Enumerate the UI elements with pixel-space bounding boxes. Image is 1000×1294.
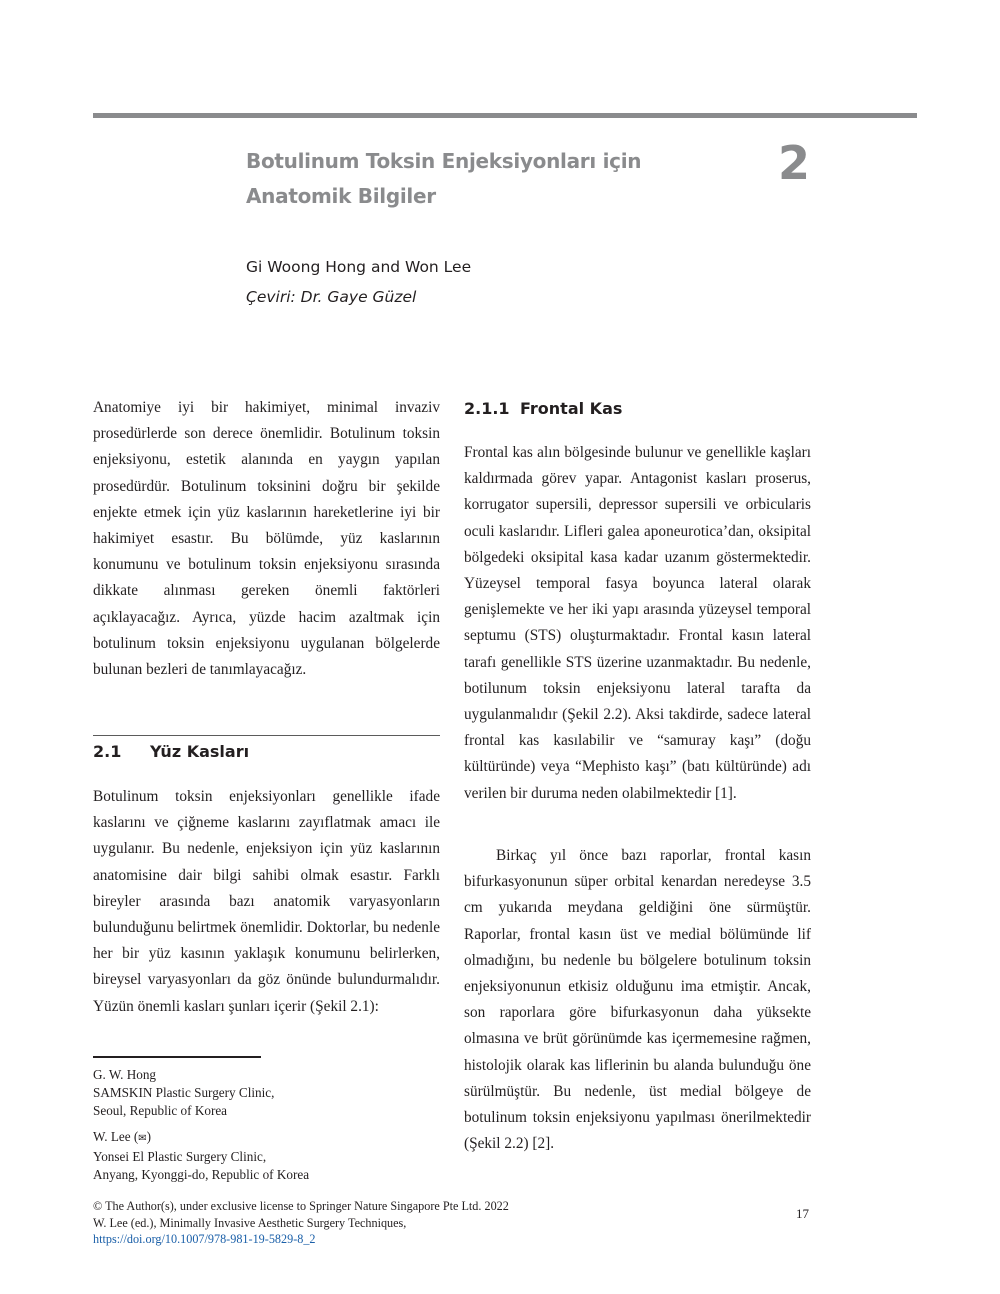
section-rule xyxy=(93,735,440,736)
section-number: 2.1 xyxy=(93,742,122,761)
affiliation-2-close: ) xyxy=(146,1129,152,1144)
intro-text: Anatomiye iyi bir hakimiyet, minimal invaziv prosedürlerde son derece önemlidir. Botulinum toksin enjeksiyonu, estetik alanında en yaygın yapılan prosedürdür. Botulinum toksinini doğru bir şekilde enjekte etmek için yüz kaslarının hareketlerine iyi bir hakimiyet esastır. Bu bölümde, yüz kaslarının konumunu ve botulinum toksin enjeksiyonu sırasında dikkate alınması gereken önemli faktörleri açıklayacağız. Ayrıca, yüzde hacim azaltmak için botulinum toksin enjeksiyonu uygulanan bölgelerde bulunan bezleri de tanımlayacağız. xyxy=(93,399,440,679)
author-block xyxy=(246,252,471,312)
copyright-line: © The Author(s), under exclusive license to Springer Nature Singapore Pte Ltd. 2022 xyxy=(93,1199,509,1213)
translator: Çeviri: Dr. Gaye Güzel xyxy=(246,288,417,306)
footnote-rule xyxy=(93,1056,261,1058)
subsection-number: 2.1.1 xyxy=(464,399,510,418)
right-paragraph-1 xyxy=(464,440,811,807)
copyright-block xyxy=(93,1198,509,1248)
affiliation-2-name: W. Lee ( xyxy=(93,1129,139,1144)
page-number: 17 xyxy=(796,1206,809,1221)
affiliation-1 xyxy=(93,1066,274,1120)
affiliation-1-name: G. W. Hong xyxy=(93,1067,157,1082)
affiliation-1-line1: SAMSKIN Plastic Surgery Clinic, xyxy=(93,1085,275,1100)
section-text: Botulinum toksin enjeksiyonları genellikle ifade kaslarını ve çiğneme kaslarını zayıflatmak amacı ile uygulanır. Bu nedenle, enjeksiyon için yüz kaslarının anatomisine dair bilgi sahibi olmak esastır. Farklı bireyler arasında bazı anatomik varyasyonların bulunduğunu belirtmek önemlidir. Doktorlar, bu nedenle her bir yüz kasının yaklaşık konumunu belirlerken, bireysel varyasyonları da göz önünde bulundurmalıdır. Yüzün önemli kasları şunları içerir (Şekil 2.1): xyxy=(93,788,440,1015)
chapter-title-line1: Botulinum Toksin Enjeksiyonları için xyxy=(246,149,642,173)
chapter-title-line2: Anatomik Bilgiler xyxy=(246,184,436,208)
section-title: Yüz Kasları xyxy=(150,742,250,761)
affiliation-2 xyxy=(93,1128,309,1184)
chapter-number: 2 xyxy=(778,136,811,190)
right-paragraph-1-text: Frontal kas alın bölgesinde bulunur ve genellikle kaşları kaldırmada görev yapar. Antagonist kasları proserus, korrugator supersili, depressor supersili ve orbicularis oculi kaslarıdır. Lifleri galea aponeurotica’dan, oksipital bölgedeki oksipital kasa kadar uzanım göstermektedir. Yüzeysel temporal fasya boyunca lateral olarak genişlemekte ve her iki yapı arasında yüzeysel temporal septumu (STS) oluşturmaktadır. Frontal kasın lateral tarafı genellikle STS üzerine uzanmaktadır. Bu nedenle, botilunum toksin enjeksiyonu lateral tarafta da uygulanmalıdır (Şekil 2.2). Aksi takdirde, sadece lateral frontal kas kasılabilir ve “samuray kaşı” (doğu kültüründe) veya “Mephisto kaşı” (batı kültüründe) adı verilen bir duruma neden olabilmektedir [1]. xyxy=(464,444,811,802)
intro-paragraph xyxy=(93,395,440,683)
subsection-heading xyxy=(464,399,622,418)
affiliation-2-line1: Yonsei El Plastic Surgery Clinic, xyxy=(93,1149,267,1164)
right-paragraph-2 xyxy=(464,843,811,1157)
author-names: Gi Woong Hong and Won Lee xyxy=(246,258,472,276)
subsection-title: Frontal Kas xyxy=(520,399,623,418)
affiliation-1-line2: Seoul, Republic of Korea xyxy=(93,1103,228,1118)
section-paragraph xyxy=(93,784,440,1020)
envelope-icon: ✉ xyxy=(138,1133,147,1144)
affiliation-2-name-row xyxy=(93,1128,309,1148)
book-line: W. Lee (ed.), Minimally Invasive Aesthetic Surgery Techniques, xyxy=(93,1215,407,1230)
right-paragraph-2-text: Birkaç yıl önce bazı raporlar, frontal kasın bifurkasyonunun süper orbital kenardan neredeyse 3.5 cm yukarıda meydana geldiğini öne sürmüştür. Raporlar, frontal kasın üst ve medial bölümünde lif olmadığını, bu nedenle bu bölgelere botulinum toksin enjeksiyonunun etkisiz olduğunu ima etmiştir. Ancak, son raporlara göre bifurkasyonun daha yüksekte olmasına ve brüt görünümde kas içermemesine rağmen, histolojik olarak kas liflerinin bu alanda bulunduğu öne sürülmüştür. Bu nedenle, üst medial bölgeye de botulinum toksin enjeksiyonu yapılması önerilmektedir (Şekil 2.2) [2]. xyxy=(464,847,811,1153)
doi-link[interactable]: https://doi.org/10.1007/978-981-19-5829-8_2 xyxy=(93,1232,316,1246)
affiliation-2-line2: Anyang, Kyonggi-do, Republic of Korea xyxy=(93,1167,310,1182)
chapter-title xyxy=(246,144,746,214)
top-rule xyxy=(93,113,917,118)
section-heading xyxy=(93,742,249,761)
